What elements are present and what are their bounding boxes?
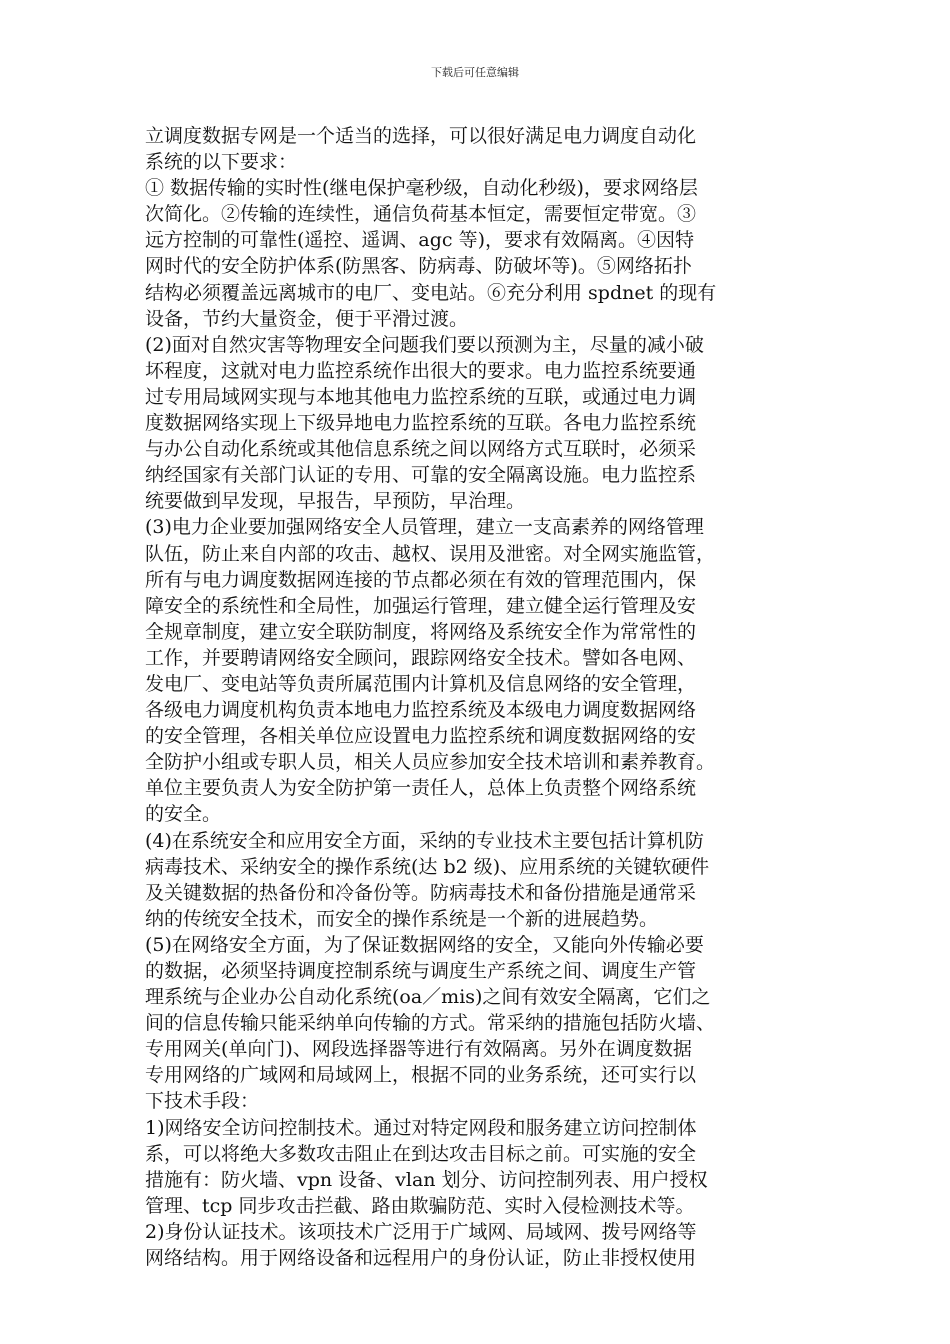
text-line: 发电厂、变电站等负责所属范围内计算机及信息网络的安全管理， — [145, 672, 697, 695]
text-line: 统要做到早发现，早报告，早预防，早治理。 — [145, 490, 526, 513]
text-line: 理系统与企业办公自动化系统(oa／mis)之间有效安全隔离，它们之 — [145, 986, 711, 1009]
text-line: 的数据，必须坚持调度控制系统与调度生产系统之间、调度生产管 — [145, 960, 697, 982]
text-line: 坏程度，这就对电力监控系统作出很大的要求。电力监控系统要通 — [145, 359, 697, 382]
text-line: 下技术手段： — [145, 1090, 260, 1113]
text-line: 结构必须覆盖远离城市的电厂、变电站。⑥充分利用 spdnet 的现有 — [145, 281, 717, 304]
text-line: 度数据网络实现上下级异地电力监控系统的互联。各电力监控系统 — [145, 412, 697, 435]
text-line: 病毒技术、采纳安全的操作系统(达 b2 级)、应用系统的关键软硬件 — [145, 855, 710, 878]
text-line: 过专用局域网实现与本地其他电力监控系统的互联，或通过电力调 — [145, 385, 697, 408]
text-line: (3)电力企业要加强网络安全人员管理，建立一支高素养的网络管理 — [145, 516, 704, 539]
text-line: 纳经国家有关部门认证的专用、可靠的安全隔离设施。电力监控系 — [145, 464, 697, 487]
text-line: 与办公自动化系统或其他信息系统之间以网络方式互联时，必须采 — [145, 438, 697, 461]
text-line: 网络结构。用于网络设备和远程用户的身份认证，防止非授权使用 — [145, 1247, 697, 1270]
text-line: 次简化。②传输的连续性，通信负荷基本恒定，需要恒定带宽。③ — [145, 203, 697, 226]
text-line: 各级电力调度机构负责本地电力监控系统及本级电力调度数据网络 — [145, 699, 697, 722]
text-line: 工作，并要聘请网络安全顾问，跟踪网络安全技术。譬如各电网、 — [145, 646, 697, 669]
document-body — [145, 123, 815, 1271]
text-line: 管理、tcp 同步攻击拦截、路由欺骗防范、实时入侵检测技术等。 — [145, 1194, 695, 1217]
text-line: 2)身份认证技术。该项技术广泛用于广域网、局域网、拨号网络等 — [145, 1220, 697, 1243]
text-line: 间的信息传输只能采纳单向传输的方式。常采纳的措施包括防火墙、 — [145, 1012, 716, 1035]
text-line: 全规章制度，建立安全联防制度，将网络及系统安全作为常常性的 — [145, 620, 697, 643]
text-line: 系，可以将绝大多数攻击阻止在到达攻击目标之前。可实施的安全 — [145, 1142, 697, 1165]
text-line: 及关键数据的热备份和冷备份等。防病毒技术和备份措施是通常采 — [145, 881, 697, 904]
text-line: 1)网络安全访问控制技术。通过对特定网段和服务建立访问控制体 — [145, 1116, 697, 1139]
text-line: 网时代的安全防护体系(防黑客、防病毒、防破坏等)。⑤网络拓扑 — [145, 255, 692, 278]
text-line: 远方控制的可靠性(遥控、遥调、agc 等)，要求有效隔离。④因特 — [145, 229, 694, 252]
text-line: 的安全。 — [145, 803, 222, 826]
text-line: (2)面对自然灾害等物理安全问题我们要以预测为主，尽量的减小破 — [145, 333, 704, 356]
text-line: 系统的以下要求： — [145, 151, 298, 174]
text-line: 纳的传统安全技术，而安全的操作系统是一个新的进展趋势。 — [145, 907, 659, 930]
text-line: (4)在系统安全和应用安全方面，采纳的专业技术主要包括计算机防 — [145, 829, 704, 852]
text-line: 专用网关(单向门)、网段选择器等进行有效隔离。另外在调度数据 — [145, 1038, 692, 1061]
text-line: 的安全管理，各相关单位应设置电力监控系统和调度数据网络的安 — [145, 725, 697, 748]
text-line: 所有与电力调度数据网连接的节点都必须在有效的管理范围内，保 — [145, 568, 697, 591]
text-line: 队伍，防止来自内部的攻击、越权、误用及泄密。对全网实施监管， — [145, 542, 716, 565]
text-line: 措施有：防火墙、vpn 设备、vlan 划分、访问控制列表、用户授权 — [145, 1168, 708, 1191]
text-line: 立调度数据专网是一个适当的选择，可以很好满足电力调度自动化 — [145, 125, 697, 147]
text-line: (5)在网络安全方面，为了保证数据网络的安全，又能向外传输必要 — [145, 933, 704, 956]
text-line: 设备，节约大量资金，便于平滑过渡。 — [145, 307, 469, 330]
text-line: 障安全的系统性和全局性，加强运行管理，建立健全运行管理及安 — [145, 594, 697, 617]
text-line: 单位主要负责人为安全防护第一责任人，总体上负责整个网络系统 — [145, 777, 697, 800]
page-header: 下载后可任意编辑 — [431, 66, 519, 79]
text-line: ① 数据传输的实时性(继电保护毫秒级，自动化秒级)，要求网络层 — [145, 177, 698, 200]
text-line: 专用网络的广域网和局域网上，根据不同的业务系统，还可实行以 — [145, 1064, 697, 1087]
text-line: 全防护小组或专职人员，相关人员应参加安全技术培训和素养教育。 — [145, 751, 716, 774]
